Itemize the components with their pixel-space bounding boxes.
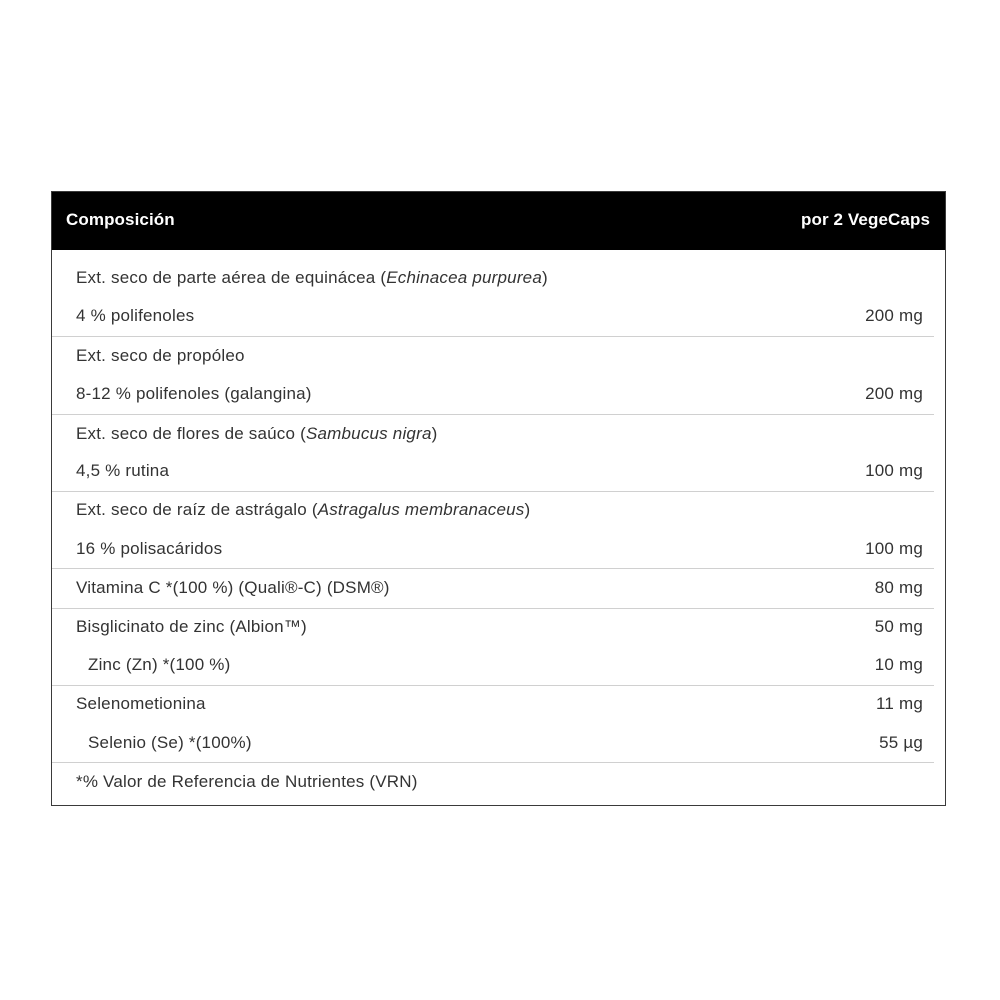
row-sauco-sub: 4,5 % rutina: [76, 461, 170, 480]
row-astragalo-latin: Astragalus membranaceus: [317, 500, 525, 519]
row-sauco-latin: Sambucus nigra: [305, 424, 432, 443]
row-vitamina-c-amount: 80 mg: [874, 578, 923, 597]
table-header: [52, 192, 945, 250]
row-divider: [52, 762, 934, 763]
row-divider: [52, 608, 934, 609]
row-echinacea-label: Ext. seco de parte aérea de equinácea (Echinacea purpurea): [76, 268, 548, 287]
row-propoleo-label: Ext. seco de propóleo: [76, 346, 245, 365]
row-zinc-label: Bisglicinato de zinc (Albion™): [76, 617, 307, 636]
row-zinc-sub: Zinc (Zn) *(100 %): [88, 655, 231, 674]
row-divider: [52, 491, 934, 492]
row-divider: [52, 568, 934, 569]
footnote: *% Valor de Referencia de Nutrientes (VRN): [76, 772, 418, 791]
row-astragalo-amount: 100 mg: [865, 539, 923, 558]
row-zinc-sub-amount: 10 mg: [874, 655, 923, 674]
row-vitamina-c-label: Vitamina C *(100 %) (Quali®-C) (DSM®): [76, 578, 390, 597]
row-sauco-amount: 100 mg: [865, 461, 923, 480]
header-serving: por 2 VegeCaps: [801, 210, 930, 229]
row-astragalo-sub: 16 % polisacáridos: [76, 539, 223, 558]
composition-table: [51, 191, 946, 806]
header-composition: Composición: [66, 210, 175, 229]
row-selenometionina-amount: 11 mg: [876, 694, 923, 713]
row-zinc-amount: 50 mg: [874, 617, 923, 636]
row-propoleo-sub: 8-12 % polifenoles (galangina): [76, 384, 312, 403]
row-selenio-sub-amount: 55 µg: [879, 733, 923, 752]
row-divider: [52, 685, 934, 686]
row-propoleo-amount: 200 mg: [865, 384, 923, 403]
row-divider: [52, 414, 934, 415]
row-selenometionina-label: Selenometionina: [76, 694, 206, 713]
row-sauco-label: Ext. seco de flores de saúco (Sambucus nigra): [76, 424, 438, 443]
row-astragalo-label: Ext. seco de raíz de astrágalo (Astragalus membranaceus): [76, 500, 531, 519]
row-echinacea-sub: 4 % polifenoles: [76, 306, 195, 325]
row-divider: [52, 336, 934, 337]
row-echinacea-latin: Echinacea purpurea: [386, 268, 542, 287]
row-echinacea-amount: 200 mg: [865, 306, 923, 325]
row-selenio-sub: Selenio (Se) *(100%): [88, 733, 252, 752]
